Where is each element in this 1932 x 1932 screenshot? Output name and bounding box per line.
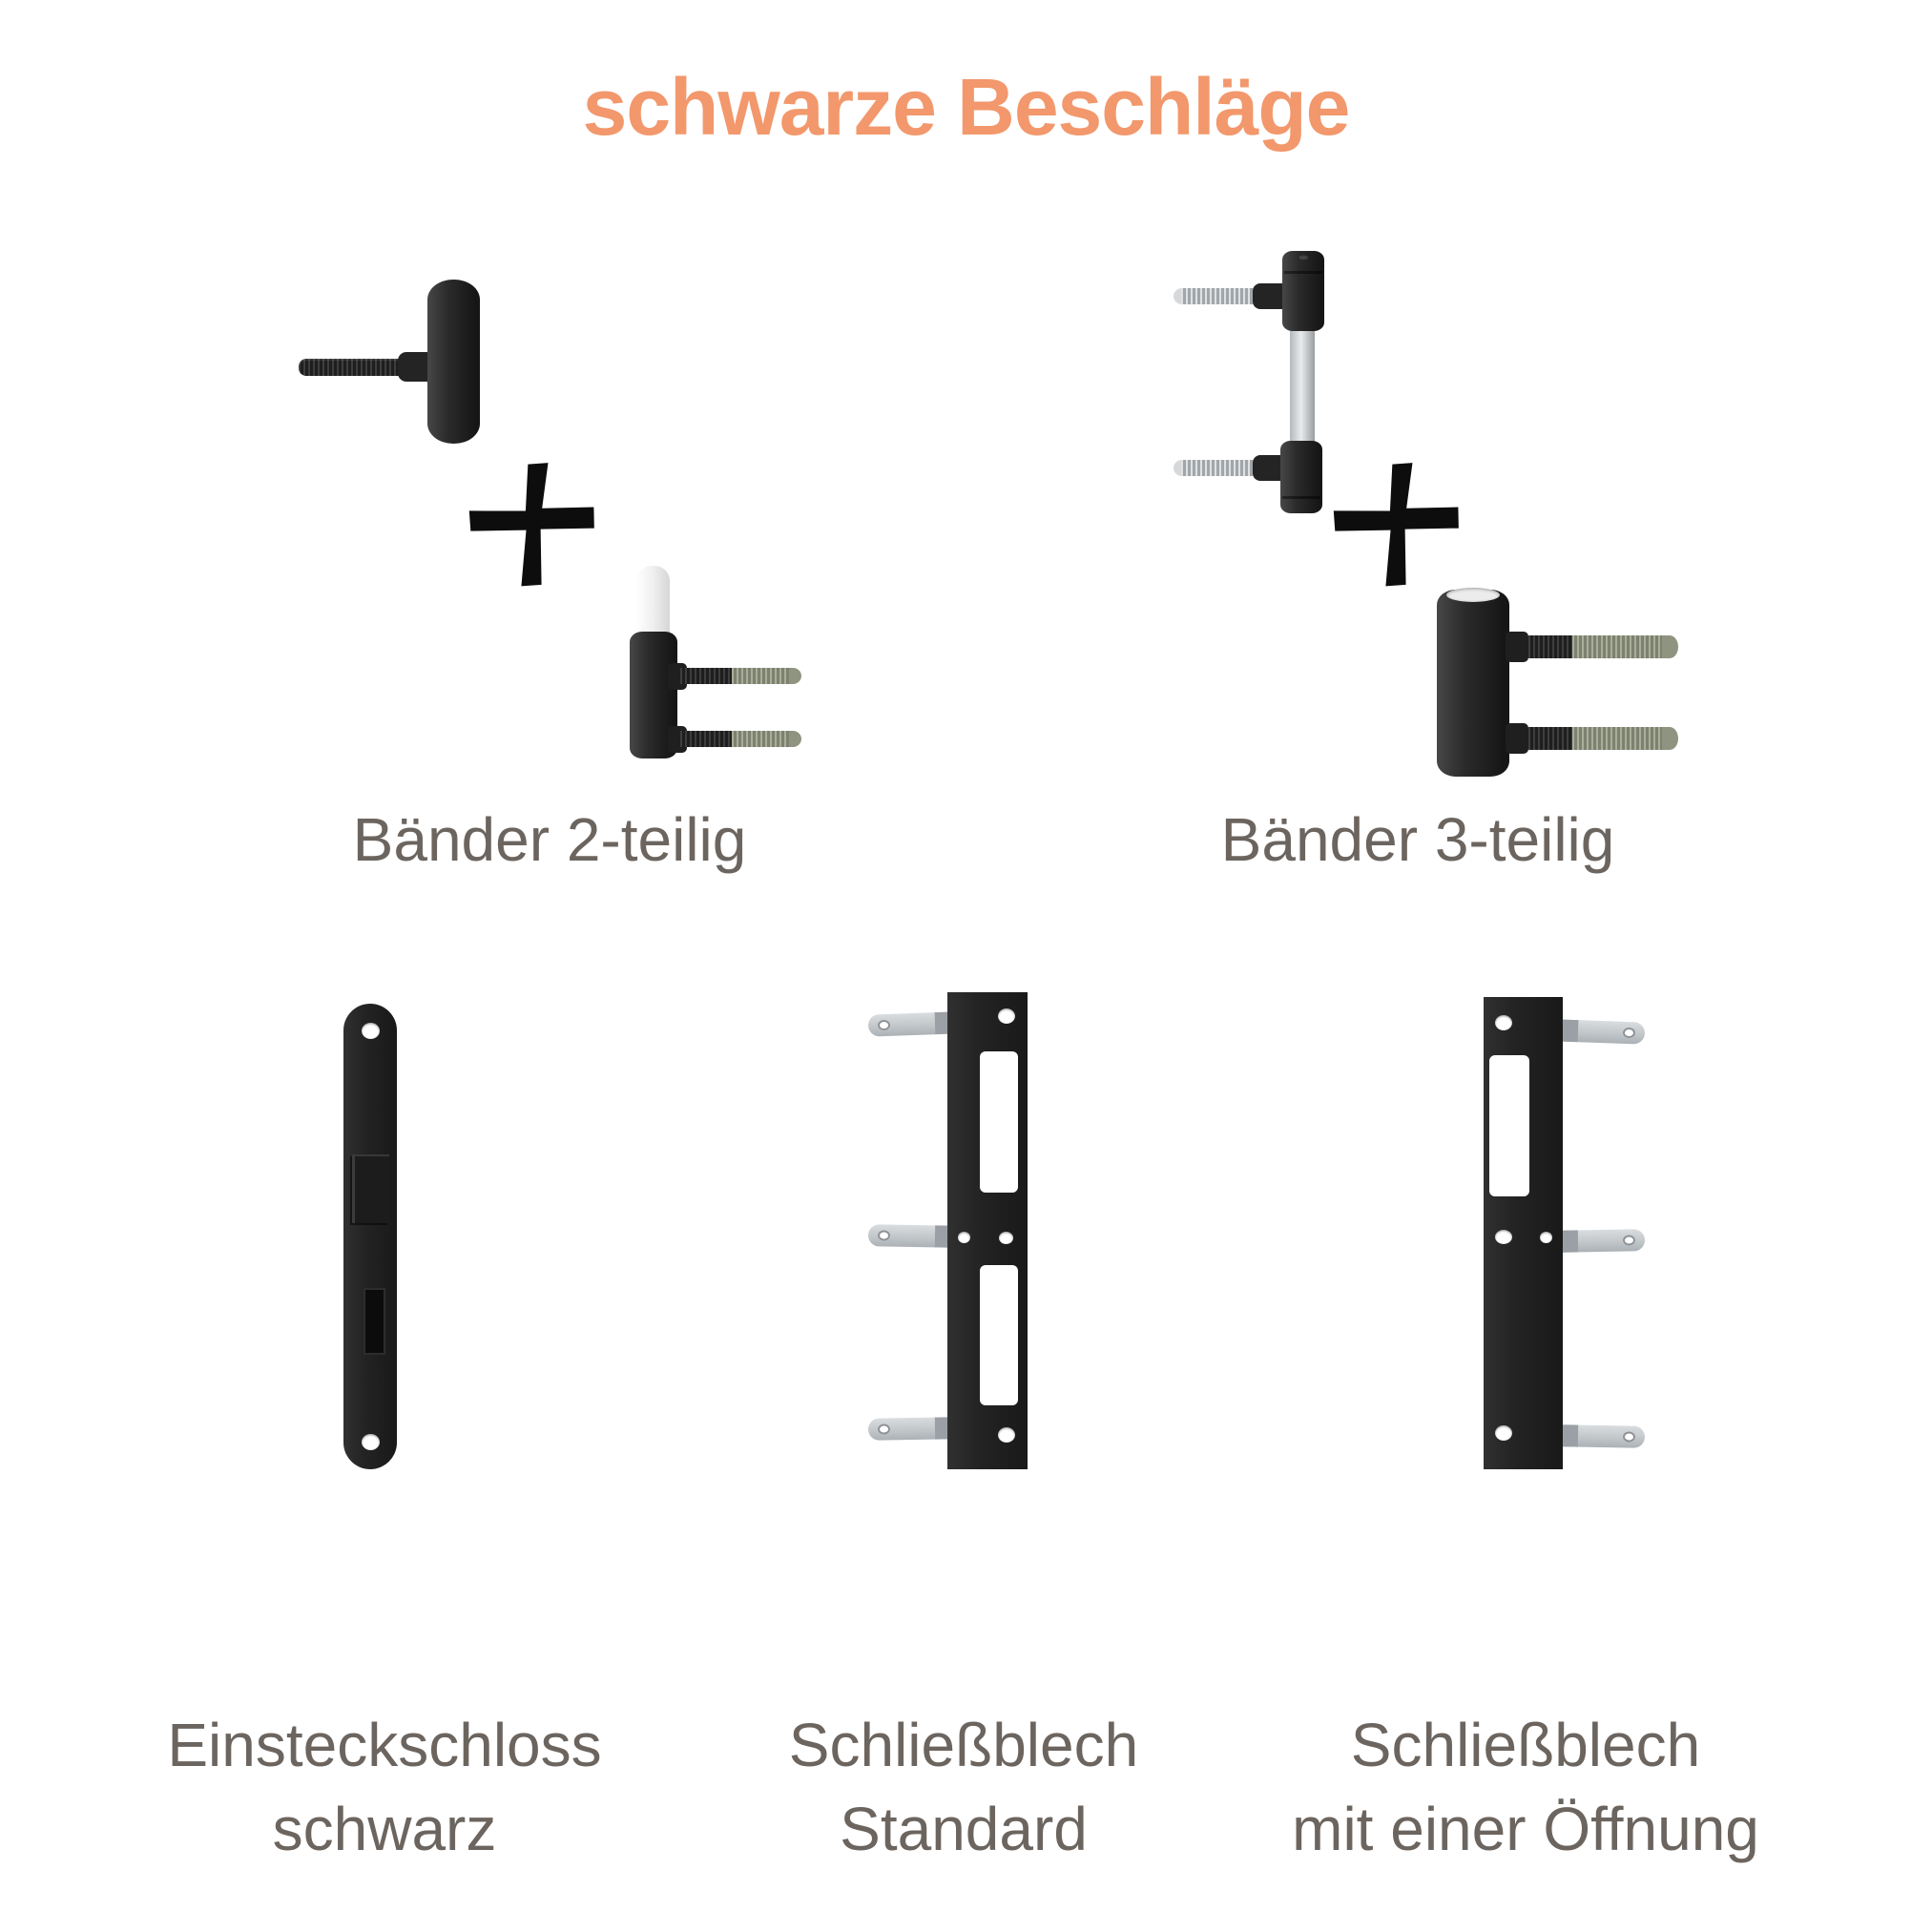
label-schliessblech-standard-line2: Standard	[840, 1795, 1088, 1863]
hinge-3t-frame-part	[1169, 246, 1340, 525]
strike-single-cutout-latch	[1489, 1055, 1529, 1196]
hinge-3t-screw1	[1181, 288, 1256, 304]
mortise-lock-hole-bottom	[362, 1434, 380, 1450]
strike-standard-hole-mid-left	[958, 1232, 970, 1243]
label-schliessblech-standard	[716, 1703, 1212, 1871]
hinge-2t-frame-cylinder	[427, 280, 480, 444]
hinge-3t-doorscrew1-dark	[1528, 635, 1572, 658]
hinge-2t-screw2-olive	[732, 731, 789, 747]
plus-icon	[465, 457, 598, 591]
hinge-3t-bottom-seam	[1282, 496, 1320, 499]
strike-single-hole-top	[1495, 1015, 1512, 1030]
label-einsteckschloss	[136, 1703, 633, 1871]
hinge-3t-doorscrew1-tip	[1662, 635, 1678, 658]
mortise-lock	[342, 1004, 403, 1473]
label-schliessblech-oeffnung	[1278, 1703, 1774, 1871]
tab-screw-hole	[1623, 1431, 1635, 1442]
strike-standard-tab-bottom	[868, 1417, 956, 1441]
hinge-3t-bottom-cylinder	[1280, 441, 1322, 513]
strike-single-tab-middle	[1557, 1229, 1645, 1253]
hinge-3t-screw2	[1181, 460, 1256, 476]
hinge-2t-screw2-dark	[680, 731, 732, 747]
label-einsteckschloss-line2: schwarz	[272, 1795, 497, 1863]
strike-standard-tab-middle	[868, 1224, 956, 1248]
strike-single-hole-bottom	[1495, 1425, 1512, 1441]
tab-screw-hole	[1623, 1235, 1635, 1245]
mortise-lock-plate	[343, 1004, 397, 1469]
strike-plate-standard	[866, 992, 1038, 1471]
strike-plate-single-opening	[1481, 997, 1652, 1474]
strike-single-tab-bottom	[1557, 1424, 1645, 1448]
page-title: schwarze Beschläge	[582, 62, 1350, 152]
hinge-3t-silver-tube	[1290, 329, 1315, 446]
label-baender-3-teilig: Bänder 3-teilig	[1220, 805, 1615, 874]
hinge-3t-screw1-collar	[1253, 283, 1285, 309]
tab-screw-hole	[1623, 1028, 1635, 1038]
hinge-3t-top-cylinder	[1282, 251, 1324, 331]
label-schliessblech-standard-line1: Schließblech	[788, 1711, 1139, 1779]
strike-standard-hole-top	[998, 1008, 1015, 1024]
strike-single-hole-mid-right	[1540, 1232, 1552, 1243]
label-baender-2-teilig: Bänder 2-teilig	[352, 805, 747, 874]
strike-standard-tab-top	[868, 1011, 957, 1036]
label-schliessblech-oeffnung-line1: Schließblech	[1350, 1711, 1701, 1779]
tab-screw-hole	[878, 1423, 890, 1434]
hinge-2t-screw1-tip	[789, 668, 801, 684]
tab-screw-hole	[878, 1230, 890, 1240]
strike-standard-cutout-deadbolt	[980, 1265, 1018, 1405]
hinge-2t-screw1-dark	[680, 668, 732, 684]
mortise-lock-deadbolt-slot	[364, 1288, 385, 1355]
hinge-3t-doorscrew2-dark	[1528, 727, 1572, 750]
hinge-2t-frame-screw	[299, 359, 404, 376]
strike-single-hole-mid-left	[1495, 1230, 1512, 1244]
hinge-3t-doorscrew2-tip	[1662, 727, 1678, 750]
hinge-2t-door-part	[625, 563, 816, 765]
hinge-3t-top-hole	[1298, 255, 1309, 260]
hinge-3t-door-part	[1429, 585, 1692, 780]
hinge-3t-door-cylinder	[1437, 590, 1509, 777]
label-einsteckschloss-line1: Einsteckschloss	[167, 1711, 602, 1779]
strike-single-tab-top	[1557, 1019, 1646, 1044]
hinge-3t-doorscrew2-collar	[1506, 723, 1528, 754]
hinge-2t-screw2-tip	[789, 731, 801, 747]
strike-standard-hole-bottom	[998, 1427, 1015, 1443]
hinge-3t-doorscrew1-collar	[1506, 632, 1528, 662]
hinge-2t-white-pin	[636, 566, 670, 637]
tab-screw-hole	[878, 1020, 890, 1030]
hinge-3t-doorscrew1-olive	[1572, 635, 1662, 658]
label-schliessblech-oeffnung-line2: mit einer Öffnung	[1292, 1795, 1759, 1863]
strike-standard-cutout-latch	[980, 1051, 1018, 1193]
hinge-3t-white-rim	[1446, 588, 1500, 602]
hinge-3t-top-seam	[1284, 271, 1322, 274]
plus-icon	[1329, 457, 1463, 591]
hinge-3t-doorscrew2-olive	[1572, 727, 1662, 750]
mortise-lock-latch	[352, 1154, 389, 1223]
hinge-2t-frame-part	[291, 275, 491, 451]
strike-standard-hole-mid-right	[999, 1232, 1013, 1244]
mortise-lock-hole-top	[362, 1023, 380, 1039]
hinge-2t-screw1-olive	[732, 668, 789, 684]
